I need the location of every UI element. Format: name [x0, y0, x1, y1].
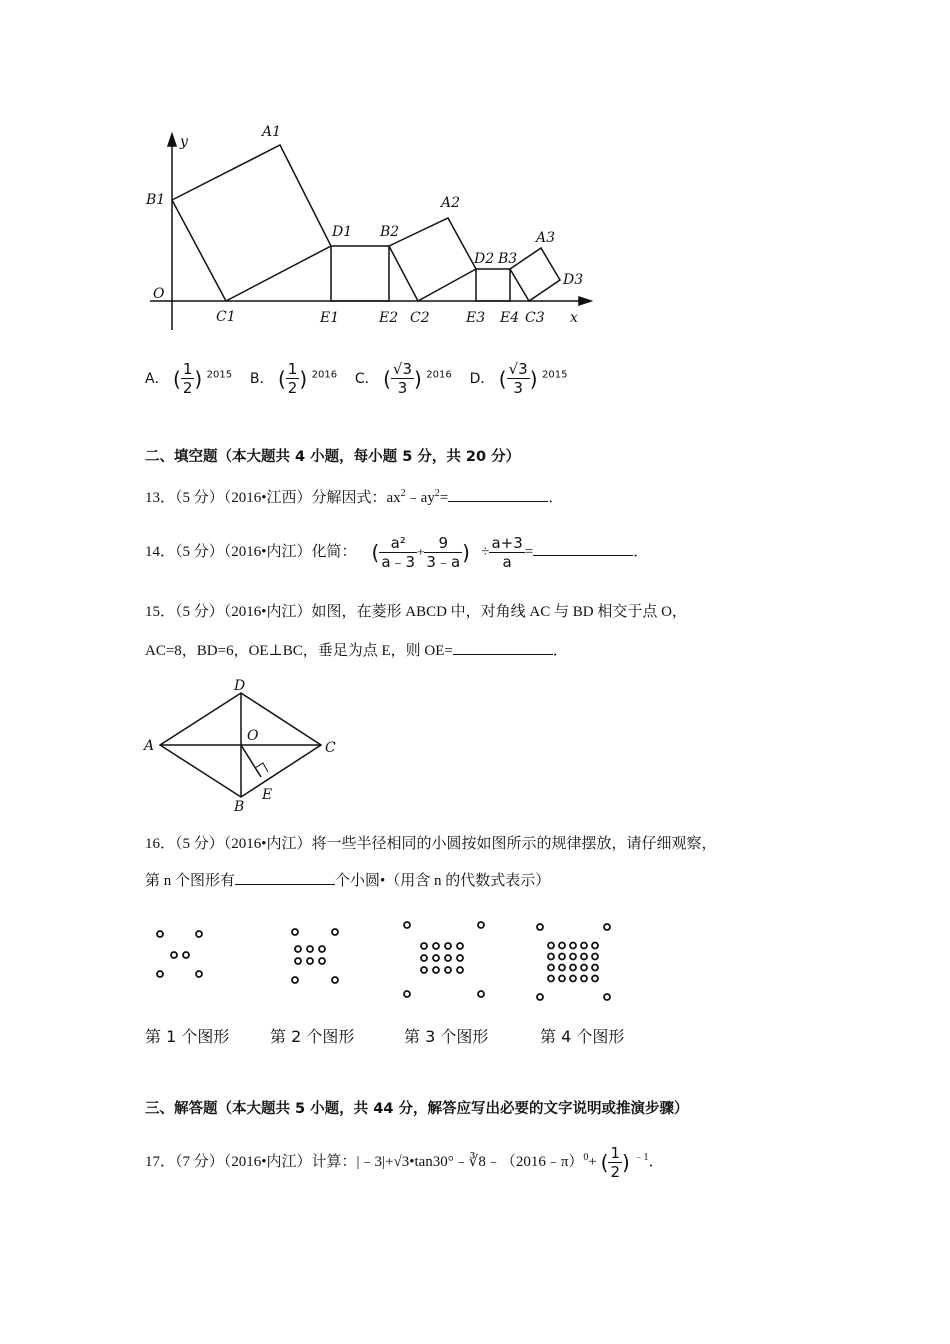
- circle-patterns: [140, 910, 640, 1010]
- label-E2: E2: [379, 310, 399, 326]
- label-A2: A2: [441, 195, 461, 211]
- small-circle: [548, 965, 554, 971]
- corner-circle: [478, 991, 484, 997]
- option-b: B． ( $\frac{1}{2}$ ) $^{2016}$: [249, 360, 338, 397]
- label-A3: A3: [536, 230, 556, 246]
- label-C1: C1: [216, 309, 236, 325]
- square-2: [389, 218, 476, 301]
- small-circle: [581, 965, 587, 971]
- small-circle: [183, 952, 189, 958]
- corner-circle: [537, 924, 543, 930]
- small-circle: [559, 976, 565, 982]
- rhombus-figure: [140, 675, 350, 815]
- small-circle: [548, 976, 554, 982]
- small-circle: [581, 943, 587, 949]
- y-axis-arrow: [168, 134, 176, 146]
- square-1: [172, 145, 331, 301]
- label-C: C: [325, 740, 336, 756]
- small-circle: [592, 943, 598, 949]
- label-y: y: [180, 134, 188, 150]
- option-a: A． ( $\frac{1}{2}$ ) $^{2015}$: [145, 360, 233, 397]
- corner-circle: [478, 922, 484, 928]
- label-E1: E1: [320, 310, 340, 326]
- small-circle: [433, 967, 439, 973]
- small-circle: [548, 954, 554, 960]
- small-circle: [592, 976, 598, 982]
- corner-circle: [332, 977, 338, 983]
- q17: 17．（7 分）（2016•内江）计算：|﹣3|+√3•tan30°﹣∛8﹣（2016﹣π）$^0$+ ( $\frac{1}{2}$ ) $^{﹣1}$．: [145, 1144, 664, 1182]
- small-circle: [592, 954, 598, 960]
- label-D1: D1: [332, 224, 353, 240]
- corner-circle: [404, 922, 410, 928]
- small-circle: [445, 967, 451, 973]
- option-c: C． ( $\frac{√3}{3}$ ) $^{2016}$: [354, 360, 452, 397]
- label-D2: D2: [474, 251, 495, 267]
- small-circle: [307, 946, 313, 952]
- small-circle: [295, 946, 301, 952]
- small-circle: [421, 955, 427, 961]
- label-B: B: [234, 799, 245, 815]
- small-circle: [433, 955, 439, 961]
- label-E4: E4: [500, 310, 520, 326]
- corner-circle: [196, 971, 202, 977]
- label-E3: E3: [466, 310, 486, 326]
- small-circle: [581, 976, 587, 982]
- small-circle: [307, 958, 313, 964]
- section3-title: 三、解答题（本大题共 5 小题，共 44 分，解答应写出必要的文字说明或推演步骤）: [145, 1101, 689, 1117]
- label-A: A: [144, 738, 155, 754]
- label-B2: B2: [380, 224, 400, 240]
- corner-circle: [292, 977, 298, 983]
- q14-answer-blank[interactable]: [533, 541, 633, 556]
- q15-answer-blank[interactable]: [453, 640, 553, 655]
- caption-3: 第 3 个图形: [404, 1027, 489, 1046]
- small-circle: [559, 954, 565, 960]
- label-C2: C2: [410, 310, 430, 326]
- small-circle: [433, 943, 439, 949]
- label-A1: A1: [262, 124, 282, 140]
- small-circle: [548, 943, 554, 949]
- corner-circle: [157, 931, 163, 937]
- label-x: x: [570, 310, 578, 326]
- corner-circle: [292, 929, 298, 935]
- small-circle: [559, 943, 565, 949]
- section2-title: 二、填空题（本大题共 4 小题，每小题 5 分，共 20 分）: [145, 449, 521, 465]
- corner-circle: [604, 994, 610, 1000]
- q16-line1: 16．（5 分）（2016•内江）将一些半径相同的小圆按如图所示的规律摆放，请仔细观察，: [145, 836, 717, 852]
- squares-figure: [140, 118, 600, 338]
- label-O: O: [247, 728, 259, 744]
- label-O: O: [153, 286, 165, 302]
- label-E: E: [262, 787, 273, 803]
- rect-2: [476, 269, 510, 301]
- q14: 14．（5 分）（2016•内江）化简： ( $\frac{\text{a²}}{a﹣3}$ + $\frac{9}{3﹣a}$ ) ÷ $\frac{a+3}{a}$ = ．: [145, 534, 649, 572]
- small-circle: [559, 965, 565, 971]
- small-circle: [421, 967, 427, 973]
- q16-line2: 第 n 个图形有 个小圆•（用含 n 的代数式表示）: [145, 870, 550, 891]
- small-circle: [457, 955, 463, 961]
- rect-1: [331, 246, 389, 301]
- corner-circle: [196, 931, 202, 937]
- small-circle: [457, 967, 463, 973]
- small-circle: [570, 976, 576, 982]
- caption-4: 第 4 个图形: [540, 1027, 625, 1046]
- label-B1: B1: [146, 192, 166, 208]
- caption-1: 第 1 个图形: [145, 1027, 230, 1046]
- q13-answer-blank[interactable]: [448, 487, 548, 502]
- small-circle: [319, 958, 325, 964]
- q15-line1: 15．（5 分）（2016•内江）如图，在菱形 ABCD 中，对角线 AC 与 BD 相交于点 O，: [145, 604, 687, 620]
- corner-circle: [604, 924, 610, 930]
- caption-2: 第 2 个图形: [270, 1027, 355, 1046]
- small-circle: [445, 955, 451, 961]
- small-circle: [570, 943, 576, 949]
- small-circle: [457, 943, 463, 949]
- small-circle: [319, 946, 325, 952]
- label-B3: B3: [498, 251, 518, 267]
- small-circle: [570, 965, 576, 971]
- segment-oe: [241, 745, 261, 777]
- label-D3: D3: [563, 272, 584, 288]
- corner-circle: [537, 994, 543, 1000]
- q15-line2: AC=8，BD=6，OE⊥BC，垂足为点 E，则 OE= ．: [145, 640, 568, 661]
- q13: 13．（5 分）（2016•江西）分解因式：$ax^2﹣ay^2=$ ．: [145, 488, 564, 506]
- corner-circle: [332, 929, 338, 935]
- label-D: D: [234, 678, 246, 694]
- small-circle: [581, 954, 587, 960]
- small-circle: [570, 954, 576, 960]
- label-C3: C3: [525, 310, 545, 326]
- x-axis-arrow: [579, 297, 591, 305]
- small-circle: [421, 943, 427, 949]
- corner-circle: [404, 991, 410, 997]
- small-circle: [295, 958, 301, 964]
- corner-circle: [157, 971, 163, 977]
- small-circle: [592, 965, 598, 971]
- square-3: [510, 248, 560, 301]
- q12-options: [145, 360, 567, 397]
- small-circle: [445, 943, 451, 949]
- small-circle: [171, 952, 177, 958]
- option-d: D． ( $\frac{√3}{3}$ ) $^{2015}$: [469, 360, 568, 397]
- q16-answer-blank[interactable]: [235, 870, 335, 885]
